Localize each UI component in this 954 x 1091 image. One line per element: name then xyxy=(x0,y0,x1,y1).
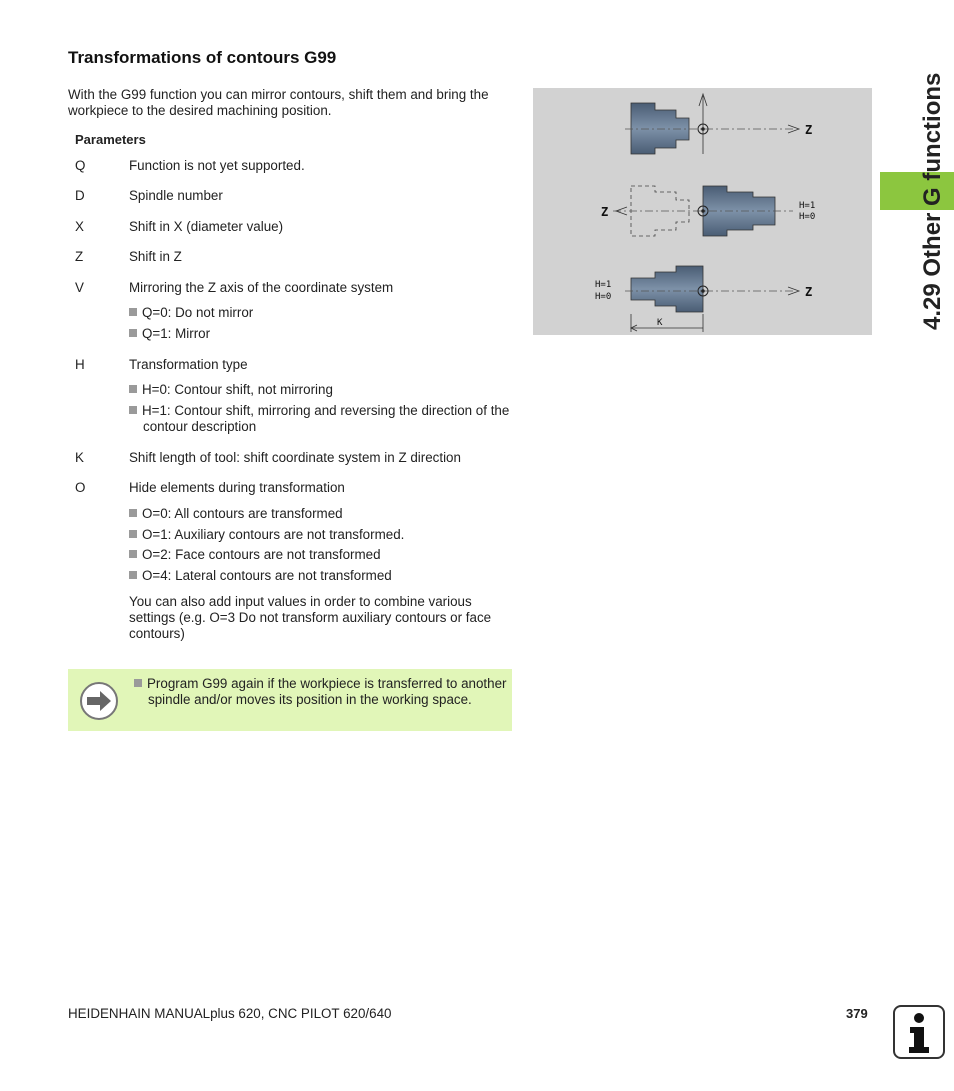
fig-label-h0-bottom: H=0 xyxy=(595,292,612,302)
option-item: Q=0: Do not mirror xyxy=(129,305,509,321)
note-text: Program G99 again if the workpiece is transferred to another spindle and/or moves its position in the working space. xyxy=(134,676,518,708)
bullet-square-icon xyxy=(129,571,137,579)
intro-text: With the G99 function you can mirror contours, shift them and bring the workpiece to the desired machining position. xyxy=(68,87,489,118)
fig-label-h0-mid: H=0 xyxy=(799,212,816,222)
fig-label-h1-bottom: H=1 xyxy=(595,280,612,290)
fig-label-k: K xyxy=(657,318,663,328)
param-desc-d: Spindle number xyxy=(129,188,223,203)
fig-label-z-mid: Z xyxy=(601,205,609,219)
option-item: H=1: Contour shift, mirroring and reversing the direction of the contour description xyxy=(129,403,523,435)
option-item: O=4: Lateral contours are not transformed xyxy=(129,568,509,584)
param-desc-v: Mirroring the Z axis of the coordinate system xyxy=(129,280,394,295)
param-key-q: Q xyxy=(75,158,86,173)
param-o-extra: You can also add input values in order to combine various settings (e.g. O=3 Do not transform auxiliary contours or face contours) xyxy=(129,594,492,641)
option-item: O=1: Auxiliary contours are not transformed. xyxy=(129,527,509,543)
param-key-o: O xyxy=(75,480,86,495)
fig-label-z-bottom: Z xyxy=(805,285,813,299)
transformation-figure xyxy=(533,88,872,335)
fig-label-h1-mid: H=1 xyxy=(799,201,816,211)
param-desc-q: Function is not yet supported. xyxy=(129,158,305,173)
chapter-title-vertical: 4.29 Other G functions xyxy=(919,72,946,330)
param-desc-o: Hide elements during transformation xyxy=(129,480,345,495)
bullet-square-icon xyxy=(129,550,137,558)
parameters-heading: Parameters xyxy=(75,132,146,147)
page-number: 379 xyxy=(846,1006,868,1021)
option-item: O=2: Face contours are not transformed xyxy=(129,547,509,563)
param-key-h: H xyxy=(75,357,85,372)
param-key-d: D xyxy=(75,188,85,203)
bullet-square-icon xyxy=(129,385,137,393)
fig-label-z-top: Z xyxy=(805,123,813,137)
param-key-z: Z xyxy=(75,249,84,264)
workpiece-original xyxy=(631,103,689,154)
param-key-x: X xyxy=(75,219,84,234)
bullet-square-icon xyxy=(134,679,142,687)
param-key-k: K xyxy=(75,450,84,465)
param-desc-x: Shift in X (diameter value) xyxy=(129,219,284,234)
param-desc-k: Shift length of tool: shift coordinate system in Z direction xyxy=(129,450,461,465)
arrow-right-icon xyxy=(80,682,118,720)
param-desc-h: Transformation type xyxy=(129,357,248,372)
bullet-square-icon xyxy=(129,308,137,316)
page-heading: Transformations of contours G99 xyxy=(68,48,337,67)
workpiece-bottom xyxy=(631,266,703,312)
bullet-square-icon xyxy=(129,509,137,517)
param-key-v: V xyxy=(75,280,84,295)
option-item: H=0: Contour shift, not mirroring xyxy=(129,382,509,398)
bullet-square-icon xyxy=(129,530,137,538)
option-item: Q=1: Mirror xyxy=(129,326,509,342)
footer-text: HEIDENHAIN MANUALplus 620, CNC PILOT 620/640 xyxy=(68,1006,392,1021)
bullet-square-icon xyxy=(129,406,137,414)
info-icon xyxy=(893,1005,945,1059)
param-desc-z: Shift in Z xyxy=(129,249,182,264)
bullet-square-icon xyxy=(129,329,137,337)
option-item: O=0: All contours are transformed xyxy=(129,506,509,522)
